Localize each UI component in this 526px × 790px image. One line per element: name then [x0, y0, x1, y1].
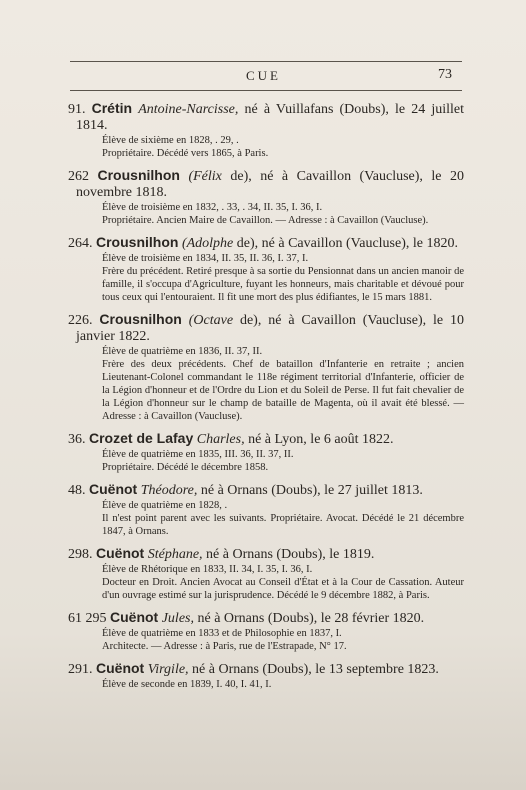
- entry-line: Élève de seconde en 1839, I. 40, I. 41, I.: [102, 679, 272, 690]
- entry-birth: né à Vuillafans (Doubs), le 24 juillet 1814.: [76, 102, 465, 133]
- entry-number: 91.: [68, 102, 86, 117]
- entry-heading: [68, 660, 464, 678]
- entry-given-name: Charles,: [196, 432, 245, 447]
- entry-cuenot-jules: [68, 609, 464, 653]
- entry-surname: Cuënot: [96, 660, 145, 676]
- entry-given-name: (Adolphe: [181, 236, 234, 251]
- entry-number: 291.: [68, 662, 93, 677]
- entry-surname: Crousnilhon: [99, 311, 182, 327]
- entry-number: 48.: [68, 483, 86, 498]
- entry-line: Il n'est point parent avec les suivants. Propriétaire. Avocat. Décédé le 21 décembre 1847, à Ornans.: [102, 513, 464, 537]
- entry-surname: Crousnilhon: [96, 234, 179, 250]
- entry-line: Frère du précédent. Retiré presque à sa sortie du Pensionnat dans un ancien manoir de famille, il s'occupa d'Agriculture, fuyant les honneurs, mais charitable et dévoué pour tous ceux qui l'entouraient. Il fit une mort des plus édifiantes, le 15 mars 1881.: [102, 266, 464, 303]
- entry-heading: [68, 609, 464, 627]
- entry-birth: né à Ornans (Doubs), le 27 juillet 1813.: [197, 483, 423, 498]
- entry-crousnilhon-adolphe: [68, 234, 464, 304]
- running-head: CUE: [246, 68, 281, 83]
- entry-cuenot-theodore: [68, 481, 464, 538]
- entry-line: Propriétaire. Ancien Maire de Cavaillon. — Adresse : à Cavaillon (Vaucluse).: [102, 215, 429, 226]
- entry-surname: Crousnilhon: [97, 167, 180, 183]
- entry-line: Élève de sixième en 1828, . 29, .: [102, 135, 239, 146]
- entry-given-name: Stéphane,: [147, 547, 203, 562]
- entry-number: 226.: [68, 313, 93, 328]
- entry-birth: né à Ornans (Doubs), le 1819.: [202, 547, 375, 562]
- entry-number: 36.: [68, 432, 86, 447]
- entry-given-name: (Octave: [188, 313, 234, 328]
- entry-heading: [68, 167, 465, 201]
- entry-line: Docteur en Droit. Ancien Avocat au Conseil d'État et à la Cour de Cassation. Auteur d'un ouvrage estimé sur la jurisprudence. Décédé le 9 décembre 1882, à Paris.: [102, 577, 464, 601]
- entry-birth: de), né à Cavaillon (Vaucluse), le 10 janvier 1822.: [76, 313, 465, 344]
- entry-list: [68, 100, 464, 698]
- entry-cuenot-virgile: [68, 660, 464, 691]
- entry-crousnilhon-octave: [68, 311, 464, 423]
- entry-surname: Crétin: [91, 100, 133, 116]
- entry-crozet-de-lafay: [68, 430, 464, 474]
- entry-given-name: Antoine-Narcisse,: [138, 102, 239, 117]
- entry-line: Propriétaire. Décédé vers 1865, à Paris.: [102, 148, 269, 159]
- entry-line: Élève de quatrième en 1835, III. 36, II. 37, II.: [102, 449, 294, 460]
- entry-line: Élève de Rhétorique en 1833, II. 34, I. 35, I. 36, I.: [102, 564, 313, 575]
- entry-heading: [68, 311, 465, 345]
- entry-line: Élève de troisième en 1832, . 33, . 34, II. 35, I. 36, I.: [102, 202, 323, 213]
- entry-given-name: Théodore,: [140, 483, 198, 498]
- entry-given-name: Jules,: [161, 611, 194, 626]
- entry-given-name: Virgile,: [147, 662, 189, 677]
- entry-birth: né à Lyon, le 6 août 1822.: [244, 432, 394, 447]
- entry-line: Élève de quatrième en 1828, .: [102, 500, 228, 511]
- entry-birth: de), né à Cavaillon (Vaucluse), le 20 novembre 1818.: [76, 169, 465, 200]
- entry-birth: né à Ornans (Doubs), le 28 février 1820.: [193, 611, 425, 626]
- entry-surname: Cuënot: [89, 481, 138, 497]
- entry-surname: Cuënot: [96, 545, 145, 561]
- entry-line: Propriétaire. Décédé le décembre 1858.: [102, 462, 269, 473]
- entry-number: 262: [68, 169, 89, 184]
- entry-cuenot-stephane: [68, 545, 464, 602]
- entry-line: Frère des deux précédents. Chef de bataillon d'Infanterie en retraite ; ancien Lieutenant-Colonel commandant le 118e régiment territorial d'Infanterie, officier de la Légion d'honneur et de l'Ordre du Lion et du Soleil de Perse. Il fut fait chevalier de la Légion d'honneur sur le champ de bataille de Magenta, où il avait été blessé. — Adresse : à Cavaillon (Vaucluse).: [102, 359, 464, 422]
- entry-crousnilhon-felix: [68, 167, 464, 227]
- entry-line: Élève de troisième en 1834, II. 35, II. 36, I. 37, I.: [102, 253, 309, 264]
- entry-heading: [68, 481, 464, 499]
- entry-surname: Cuënot: [110, 609, 159, 625]
- entry-heading: [68, 545, 464, 563]
- entry-number: 298.: [68, 547, 93, 562]
- entry-given-name: (Félix: [188, 169, 222, 184]
- entry-line: Architecte. — Adresse : à Paris, rue de l'Estrapade, N° 17.: [102, 641, 347, 652]
- page-number: 73: [438, 67, 452, 82]
- entry-number: 264.: [68, 236, 93, 251]
- entry-birth: né à Ornans (Doubs), le 13 septembre 1823.: [188, 662, 439, 677]
- entry-line: Élève de quatrième en 1833 et de Philosophie en 1837, I.: [102, 628, 342, 639]
- entry-heading: [68, 234, 464, 252]
- entry-surname: Crozet de Lafay: [89, 430, 194, 446]
- entry-heading: [68, 100, 465, 134]
- entry-number: 61 295: [68, 611, 107, 626]
- entry-cretin-antoine: [68, 100, 464, 160]
- entry-birth: de), né à Cavaillon (Vaucluse), le 1820.: [233, 236, 458, 251]
- entry-heading: [68, 430, 464, 448]
- header-rule-bottom: [70, 90, 462, 91]
- entry-line: Élève de quatrième en 1836, II. 37, II.: [102, 346, 263, 357]
- header-rule-top: [70, 61, 462, 62]
